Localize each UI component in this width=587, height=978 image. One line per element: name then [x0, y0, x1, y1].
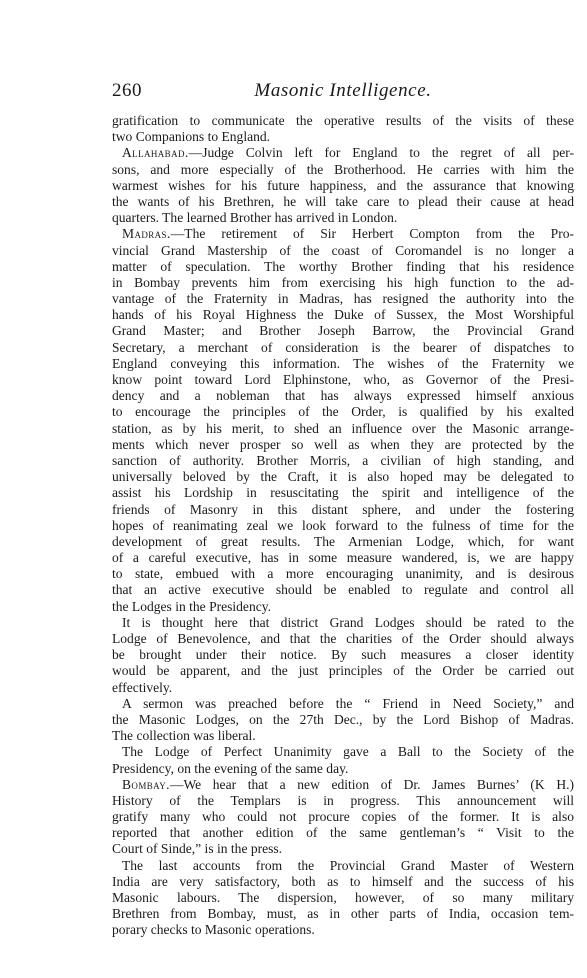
paragraph [112, 744, 574, 776]
text-line [112, 615, 574, 631]
line-text: The collection was liberal. [112, 728, 256, 744]
text-line [112, 113, 574, 129]
line-text: ments which never prosper so well as when they are protected by the [112, 436, 574, 452]
text-line [112, 226, 574, 242]
line-text: dency and a nobleman that has always expressed himself anxious [112, 388, 574, 404]
line-text: matter of speculation. The worthy Brother finding that his residence [112, 258, 574, 274]
article-body [112, 113, 574, 939]
text-line [112, 680, 574, 696]
paragraph [112, 858, 574, 939]
line-text: gratify many who could not procure copies of the former. It is also [112, 809, 574, 825]
line-text: be brought under their notice. By such measures a closer identity [112, 647, 574, 663]
line-text: Secretary, a merchant of consideration is the bearer of dispatches to [112, 339, 574, 355]
section-heading: Bombay. [122, 776, 170, 792]
text-line [112, 582, 574, 598]
line-text: The Lodge of Perfect Unanimity gave a Ball to the Society of the [122, 744, 574, 760]
text-line [112, 534, 574, 550]
line-text: Grand Master; and Brother Joseph Barrow, the Provincial Grand [112, 323, 574, 339]
text-line [112, 469, 574, 485]
text-line [112, 210, 574, 226]
text-line [112, 145, 574, 161]
line-text: History of the Templars is in progress. This announcement will [112, 792, 574, 808]
line-text: vantage of the Fraternity in Madras, has resigned the authority into the [112, 291, 574, 307]
line-text: in Bombay prevents him from exercising his high function to the ad- [112, 274, 574, 290]
text-line [112, 259, 574, 275]
line-text: would be apparent, and the just principles of the Order be carried out [112, 663, 574, 679]
running-head: Masonic Intelligence. [254, 80, 432, 101]
text-line [112, 663, 574, 679]
line-text: —Judge Colvin left for England to the regret of all per- [188, 145, 574, 161]
text-line [112, 647, 574, 663]
text-line [112, 178, 574, 194]
text-line [112, 841, 574, 857]
text-line [112, 194, 574, 210]
line-text: station, as by his merit, to shed an influence over the Masonic arrange- [112, 420, 574, 436]
line-text: sons, and more especially of the Brotherhood. He carries with him the [112, 161, 574, 177]
text-line [112, 307, 574, 323]
line-text: Lodge of Benevolence, and that the charities of the Order should always [112, 631, 574, 646]
text-line [112, 453, 574, 469]
text-line [112, 356, 574, 372]
text-line [112, 275, 574, 291]
line-text: porary checks to Masonic operations. [112, 922, 315, 938]
text-line [112, 566, 574, 582]
text-line [112, 728, 574, 744]
line-text: effectively. [112, 679, 173, 695]
text-line [112, 631, 574, 647]
text-line [112, 890, 574, 906]
line-text: to state, embued with a more encouraging unanimity, and is desirous [112, 566, 574, 582]
line-text: gratification to communicate the operative results of the visits of these [112, 113, 574, 128]
line-text: development of great results. The Armenian Lodge, which, for want [112, 533, 574, 549]
section-paragraph [112, 145, 574, 226]
line-text: —We hear that a new edition of Dr. James Burnes’ (K H.) [169, 776, 574, 792]
line-text: assist his Lordship in resuscitating the spirit and intelligence of the [112, 485, 574, 501]
line-text: that an active executive should be enabled to regulate and control all [112, 582, 574, 598]
line-text: warmest wishes for his future happiness, and the assurance that knowing [112, 177, 574, 193]
line-text: Presidency, on the evening of the same day. [112, 760, 349, 776]
text-line [112, 744, 574, 760]
text-line [112, 437, 574, 453]
paragraph [112, 696, 574, 745]
line-text: Court of Sinde,” is in the press. [112, 841, 283, 857]
line-text: the Lodges in the Presidency. [112, 598, 272, 614]
text-line [112, 129, 574, 145]
text-line [112, 388, 574, 404]
line-text: of a careful executive, has in some measure wandered, is, we are happy [112, 550, 574, 566]
line-text: know point toward Lord Elphinstone, who, as Governor of the Presi- [112, 372, 574, 387]
line-text: Masonic labours. The dispersion, however, of so many military [112, 890, 574, 905]
paragraph [112, 615, 574, 696]
text-line [112, 243, 574, 259]
text-line [112, 858, 574, 874]
text-line [112, 696, 574, 712]
line-text: the wants of his Brethren, he will take care to plead their cause at head [112, 193, 574, 209]
text-line [112, 825, 574, 841]
line-text: universally beloved by the Craft, it is also hoped may be delegated to [112, 469, 574, 485]
line-text: the Masonic Lodges, on the 27th Dec., by the Lord Bishop of Madras. [112, 711, 574, 727]
line-text: A sermon was preached before the “ Friend in Need Society,” and [122, 695, 574, 711]
text-line [112, 550, 574, 566]
line-text: Brethren from Bombay, must, as in other parts of India, occasion tem- [112, 906, 574, 922]
section-heading: Allahabad. [122, 145, 189, 161]
text-line [112, 922, 574, 938]
line-text: friends of Masonry in this distant sphere, and under the fostering [112, 501, 574, 517]
line-text: quarters. The learned Brother has arrived in London. [112, 210, 398, 226]
line-text: sanction of authority. Brother Morris, a civilian of high standing, and [112, 452, 574, 468]
text-line [112, 421, 574, 437]
page-number: 260 [112, 80, 142, 101]
section-heading: Madras. [122, 226, 171, 242]
text-line [112, 712, 574, 728]
text-line [112, 906, 574, 922]
text-line [112, 404, 574, 420]
text-line [112, 162, 574, 178]
text-line [112, 372, 574, 388]
text-line [112, 777, 574, 793]
text-line [112, 599, 574, 615]
text-line [112, 793, 574, 809]
text-line [112, 340, 574, 356]
page-header [112, 80, 574, 106]
text-line [112, 761, 574, 777]
line-text: —The retirement of Sir Herbert Compton from the Pro- [170, 226, 574, 242]
text-line [112, 874, 574, 890]
text-line [112, 502, 574, 518]
text-line [112, 809, 574, 825]
line-text: two Companions to England. [112, 129, 271, 145]
text-line [112, 485, 574, 501]
line-text: vincial Grand Mastership of the coast of Coromandel is no longer a [112, 242, 574, 258]
text-line [112, 291, 574, 307]
text-line [112, 323, 574, 339]
line-text: hopes of reanimating zeal we look forward to the fulness of time for the [112, 517, 574, 533]
section-paragraph [112, 777, 574, 858]
line-text: hands of his Royal Highness the Duke of Sussex, the Most Worshipful [112, 307, 574, 323]
line-text: England conveying this information. The wishes of the Fraternity we [112, 355, 574, 371]
paragraph [112, 113, 574, 145]
section-paragraph [112, 226, 574, 615]
line-text: India are very satisfactory, both as to himself and the success of his [112, 873, 574, 889]
line-text: It is thought here that district Grand Lodges should be rated to the [122, 614, 574, 630]
line-text: reported that another edition of the same gentleman’s “ Visit to the [112, 825, 574, 841]
line-text: The last accounts from the Provincial Grand Master of Western [122, 857, 574, 873]
line-text: to encourage the principles of the Order, is qualified by his exalted [112, 404, 574, 420]
text-line [112, 518, 574, 534]
